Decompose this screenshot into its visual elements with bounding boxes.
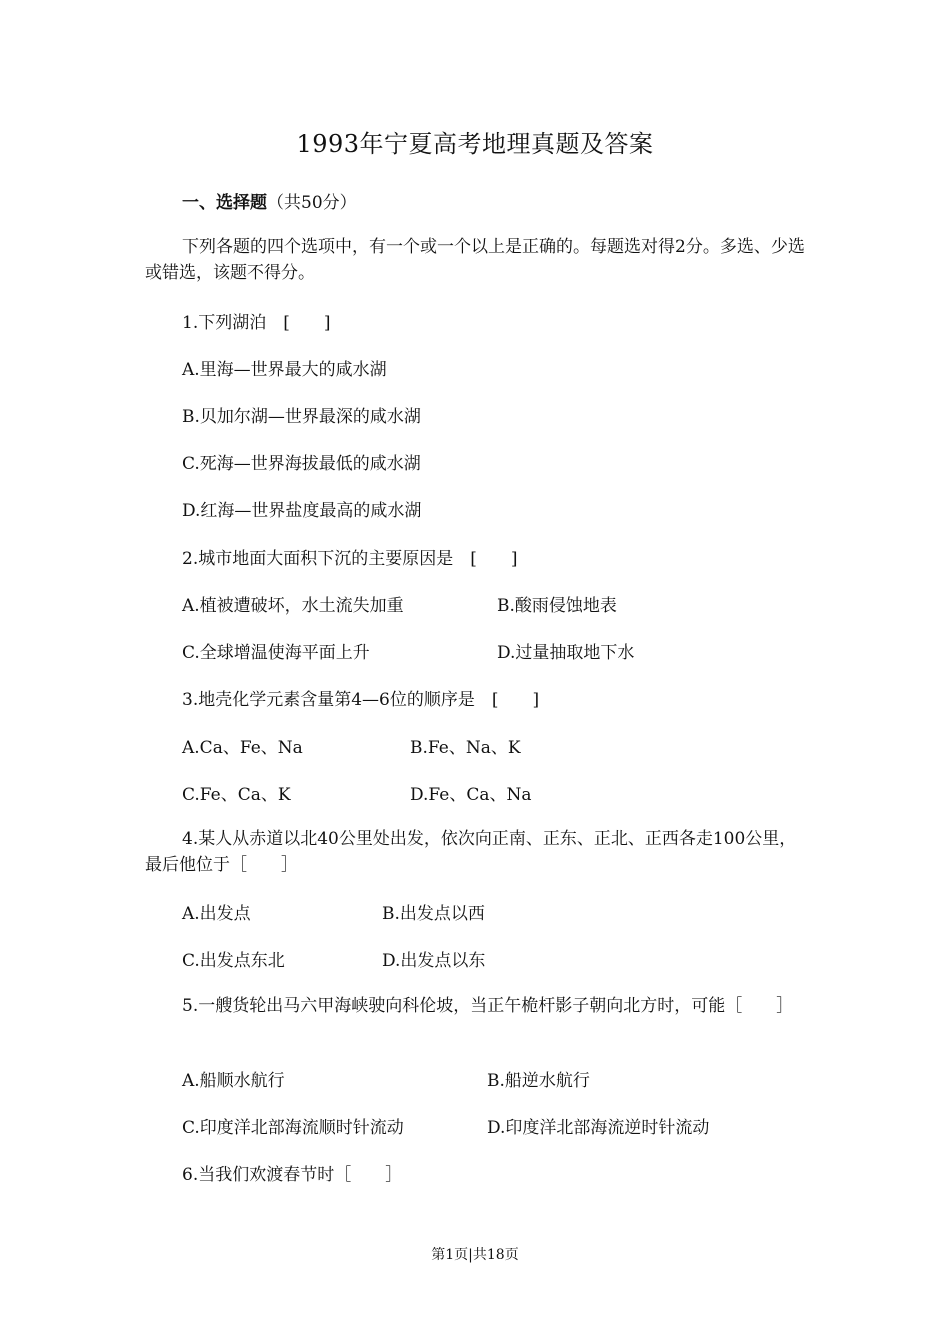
question-1-option-b: B.贝加尔湖—世界最深的咸水湖 — [182, 407, 421, 427]
question-1-stem: 1.下列湖泊 [ ] — [182, 313, 331, 333]
question-5-option-d: D.印度洋北部海流逆时针流动 — [487, 1118, 710, 1138]
question-2-option-c: C.全球增温使海平面上升 — [182, 643, 370, 663]
section-heading-note: （共50分） — [267, 193, 357, 213]
question-4-option-d: D.出发点以东 — [382, 951, 486, 971]
question-5-option-b: B.船逆水航行 — [487, 1071, 590, 1091]
question-2-option-d: D.过量抽取地下水 — [497, 643, 635, 663]
question-3-option-d: D.Fe、Ca、Na — [410, 785, 532, 805]
question-4-option-a: A.出发点 — [182, 904, 251, 924]
page-title: 1993年宁夏高考地理真题及答案 — [296, 130, 654, 158]
question-2-option-b: B.酸雨侵蚀地表 — [497, 596, 617, 616]
question-5-option-a: A.船顺水航行 — [182, 1071, 285, 1091]
question-3-option-b: B.Fe、Na、K — [410, 738, 521, 758]
question-4-option-b: B.出发点以西 — [382, 904, 485, 924]
page-footer: 第1页|共18页 — [431, 1247, 519, 1263]
question-3-stem: 3.地壳化学元素含量第4—6位的顺序是 [ ] — [182, 690, 540, 710]
section-heading-label: 一、选择题 — [182, 193, 267, 213]
question-2-option-a: A.植被遭破坏，水土流失加重 — [182, 596, 404, 616]
question-3-option-c: C.Fe、Ca、K — [182, 785, 291, 805]
question-1-option-c: C.死海—世界海拔最低的咸水湖 — [182, 454, 421, 474]
question-3-option-a: A.Ca、Fe、Na — [182, 738, 303, 758]
section-heading — [182, 188, 357, 213]
question-4-stem: 4.某人从赤道以北40公里处出发，依次向正南、正东、正北、正西各走100公里，最后他位于［ ］ — [145, 829, 797, 875]
question-4-option-c: C.出发点东北 — [182, 951, 285, 971]
question-5-option-c: C.印度洋北部海流顺时针流动 — [182, 1118, 404, 1138]
question-1-option-d: D.红海—世界盐度最高的咸水湖 — [182, 501, 422, 521]
question-2-stem: 2.城市地面大面积下沉的主要原因是 [ ] — [182, 549, 518, 569]
instructions: 下列各题的四个选项中，有一个或一个以上是正确的。每题选对得2分。多选、少选或错选，该题不得分。 — [145, 237, 805, 283]
question-6-stem: 6.当我们欢渡春节时［ ］ — [182, 1165, 403, 1185]
question-1-option-a: A.里海—世界最大的咸水湖 — [182, 360, 387, 380]
question-5-stem: 5.一艘货轮出马六甲海峡驶向科伦坡，当正午桅杆影子朝向北方时，可能［ ］ — [182, 996, 794, 1016]
